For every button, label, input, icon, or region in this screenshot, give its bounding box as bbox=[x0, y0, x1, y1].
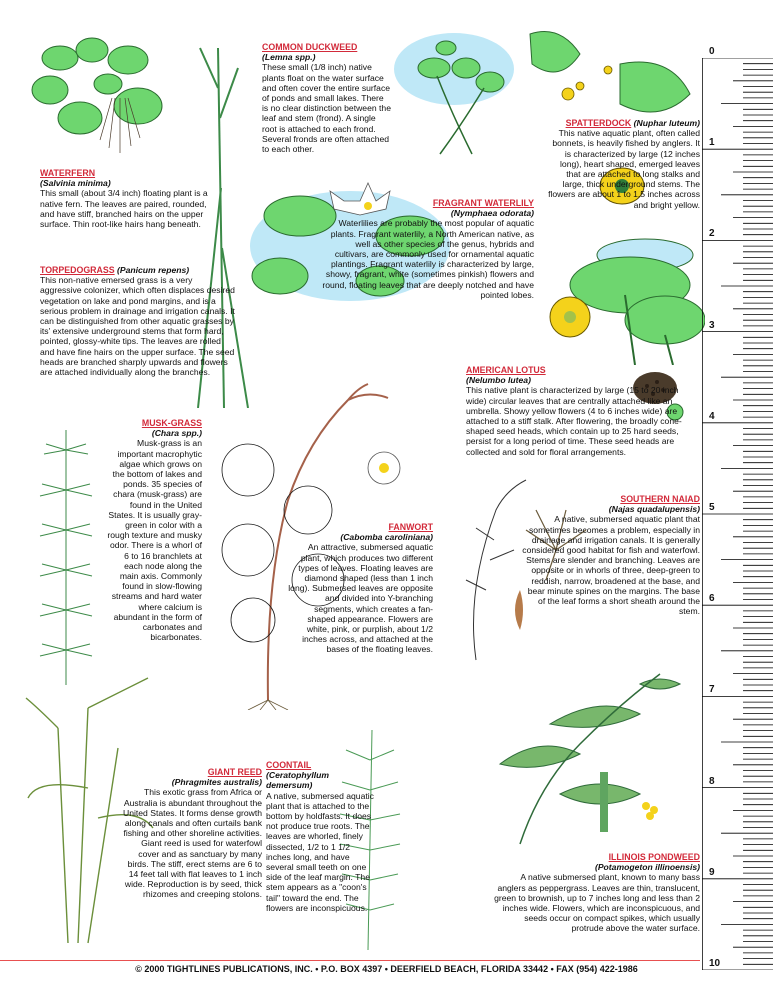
torpedograss-desc: This non-native emersed grass is a very aggressive colonizer, which often displaces desired vegetation on lake and pond margins, and is a serious problem in drainage and irrigation canals. It can be distinguished from other aquatic grasses by its' extensive underground stems that form hard, pointed, glossy-white tips. The leaves are rolled and have fine hairs on the upper surface. The seed heads are branched sharply upwards and flowers are attached individually along the branches. bbox=[40, 275, 235, 378]
waterlily-name: FRAGRANT WATERLILY bbox=[432, 198, 534, 208]
spatterdock-sci: (Nuphar luteum) bbox=[633, 118, 700, 128]
waterfern-sci: (Salvinia minima) bbox=[40, 178, 111, 189]
waterfern-block bbox=[40, 168, 220, 229]
waterfern-desc: This small (about 3/4 inch) floating plant is a native fern. The leaves are paired, rounded, and have stiff, branched hairs on the upper surface. Thin root-like hairs hang beneath. bbox=[40, 188, 208, 230]
coontail-desc: A native, submersed aquatic plant that is attached to the bottom by holdfasts. It does not produce true roots. The leaves are whorled, finely dissected, 1/2 to 1 1/2 inches long, and have several small teeth on one side of the leaf margin. The stem appears as a "coon's tail" toward the end. The flowers are inconspicuous. bbox=[266, 790, 374, 913]
spatterdock-name: SPATTERDOCK bbox=[565, 118, 632, 128]
ruler-label: 8 bbox=[709, 775, 715, 787]
waterlily-sci: (Nymphaea odorata) bbox=[450, 208, 534, 219]
torpedograss-sci: (Panicum repens) bbox=[117, 265, 190, 275]
muskgrass-block bbox=[106, 418, 202, 642]
ruler-label: 6 bbox=[709, 593, 715, 605]
muskgrass-name: MUSK-GRASS bbox=[141, 418, 202, 428]
giantreed-block bbox=[120, 767, 262, 900]
musk-grass-illustration bbox=[16, 420, 116, 690]
footer-text: © 2000 TIGHTLINES PUBLICATIONS, INC. • P.O. BOX 4397 • DEERFIELD BEACH, FLORIDA 33442 • FAX (954) 422-1986 bbox=[135, 964, 638, 974]
lotus-name: AMERICAN LOTUS bbox=[466, 365, 546, 375]
giantreed-name: GIANT REED bbox=[207, 767, 262, 777]
fanwort-name: FANWORT bbox=[388, 522, 433, 532]
duckweed-desc: These small (1/8 inch) native plants float on the water surface and often cover the entire surface of ponds and small lakes. There is no clear distinction between the leaf and stem (frond). A single root is attached to each frond. Several fronds are often attached to each other. bbox=[262, 62, 391, 155]
duckweed-sci: (Lemna spp.) bbox=[262, 52, 316, 63]
coontail-sci: (Ceratophyllum demersum) bbox=[266, 770, 330, 791]
torpedograss-block bbox=[40, 265, 235, 377]
naiad-sci: (Najas quadalupensis) bbox=[608, 504, 700, 515]
illinois-pondweed-illustration bbox=[460, 664, 700, 854]
ruler-label: 9 bbox=[709, 866, 715, 878]
giantreed-sci: (Phragmites australis) bbox=[171, 777, 262, 788]
ruler-label: 3 bbox=[709, 319, 715, 331]
muskgrass-desc: Musk-grass is an important macrophytic algae which grows on the bottom of lakes and ponds. 35 species of chara (musk-grass) are found in the United States. It is usually gray-green in color with a rough texture and musky odor. There is a whorl of 6 to 16 branchlets at each node along the main axis. Commonly found in slow-flowing streams and hard water where calcium is abundant in the form of carbonates and bicarbonates. bbox=[107, 438, 202, 643]
ruler-label: 4 bbox=[709, 410, 715, 422]
pondweed-sci: (Potamogeton illinoensis) bbox=[594, 862, 700, 873]
ruler-label: 10 bbox=[709, 958, 721, 969]
fanwort-block bbox=[288, 522, 433, 655]
waterlily-desc: Waterlilies are probably the most popular of aquatic plants. Fragrant waterlily, a North American native, as well as other species of the genus, hybrids and cultivars, are commonly used for ornamental aquatic plantings. Fragrant waterlily is characterized by large, showy, fragrant, white (sometimes pinkish) flowers and round, floating leaves that are deeply notched and have pointed lobes. bbox=[322, 218, 534, 300]
duckweed-illustration bbox=[392, 24, 517, 159]
pondweed-block bbox=[490, 852, 700, 934]
duckweed-block bbox=[262, 42, 392, 154]
ruler-label: 2 bbox=[709, 228, 715, 240]
american-lotus-illustration bbox=[515, 235, 705, 365]
naiad-name: SOUTHERN NAIAD bbox=[620, 494, 700, 504]
ruler-label: 7 bbox=[709, 684, 715, 696]
pondweed-desc: A native submersed plant, known to many bass anglers as peppergrass. Leaves are thin, translucent, green to brownish, up to 7 inches long and less than 2 inches wide. Flowers, which are inconspicuous, and seeds occur on compact spikes, which usually protrude above the water surface. bbox=[494, 872, 700, 934]
fanwort-sci: (Cabomba caroliniana) bbox=[340, 532, 433, 543]
lotus-block bbox=[466, 365, 701, 457]
inch-ruler bbox=[702, 58, 773, 970]
waterfern-name: WATERFERN bbox=[40, 168, 96, 178]
fanwort-desc: An attractive, submersed aquatic plant, which produces two different types of leaves. Floating leaves are diamond shaped (less than 1 inch long). Submersed leaves are opposite and divided into Y-branching segments, which creates a fan-shaped appearance. Flowers are white, pink, or purplish, about 1/2 inches across, and attached at the bases of the floating leaves. bbox=[288, 542, 433, 655]
giantreed-desc: This exotic grass from Africa or Australia is abundant throughout the United States. It forms dense growth along canals and often curtails bank fishing and other shoreline activities. Giant reed is used for waterfowl cover and as sanctuary by many birds. The stiff, erect stems are 6 to 14 feet tall with flat leaves to 1 inch wide. Reproduction is by seed, thick rhizomes and creeping stolons. bbox=[123, 787, 262, 900]
naiad-desc: A native, submersed aquatic plant that sometimes becomes a problem, especially in drainage and irrigation canals. It is generally considered good habitat for fish and waterfowl. Stems are slender and branching. Leaves are opposite or in whorls of three, deep-green to reddish, narrow, broadened at the base, and bear minute spines on the margins. The base of the leaf forms a short sheath around the stem. bbox=[522, 514, 700, 617]
duckweed-name: COMMON DUCKWEED bbox=[262, 42, 358, 52]
ruler-label: 1 bbox=[709, 137, 715, 149]
coontail-block bbox=[266, 760, 376, 913]
waterfern-illustration bbox=[20, 28, 170, 158]
lotus-desc: This native plant is characterized by large (15 to 20 inch wide) circular leaves that are centrally attached like an umbrella. Showy yellow flowers (4 to 6 inches wide) are attached to a stiff stalk. After flowering, the broadly cone-shaped seed heads, which contain up to 25 hard seeds, persist for a long period of time. These seed heads are collected and sold for floral arrangements. bbox=[466, 385, 682, 457]
lotus-sci: (Nelumbo lutea) bbox=[466, 375, 531, 386]
naiad-block bbox=[520, 494, 700, 616]
torpedograss-name: TORPEDOGRASS bbox=[40, 265, 115, 275]
waterlily-block bbox=[322, 198, 534, 300]
ruler-label: 0 bbox=[709, 46, 715, 57]
ruler-label: 5 bbox=[709, 502, 715, 513]
muskgrass-sci: (Chara spp.) bbox=[151, 428, 202, 439]
spatterdock-desc: This native aquatic plant, often called bonnets, is heavily fished by anglers. It is characterized by large (12 inches long), heart shaped, emerged leaves that are attached to long stalks and large, thick underground stems. The flowers are about 1 to 1.5 inches across and bright yellow. bbox=[548, 128, 700, 210]
pondweed-name: ILLINOIS PONDWEED bbox=[608, 852, 700, 862]
spatterdock-block bbox=[545, 118, 700, 210]
coontail-name: COONTAIL bbox=[266, 760, 312, 770]
